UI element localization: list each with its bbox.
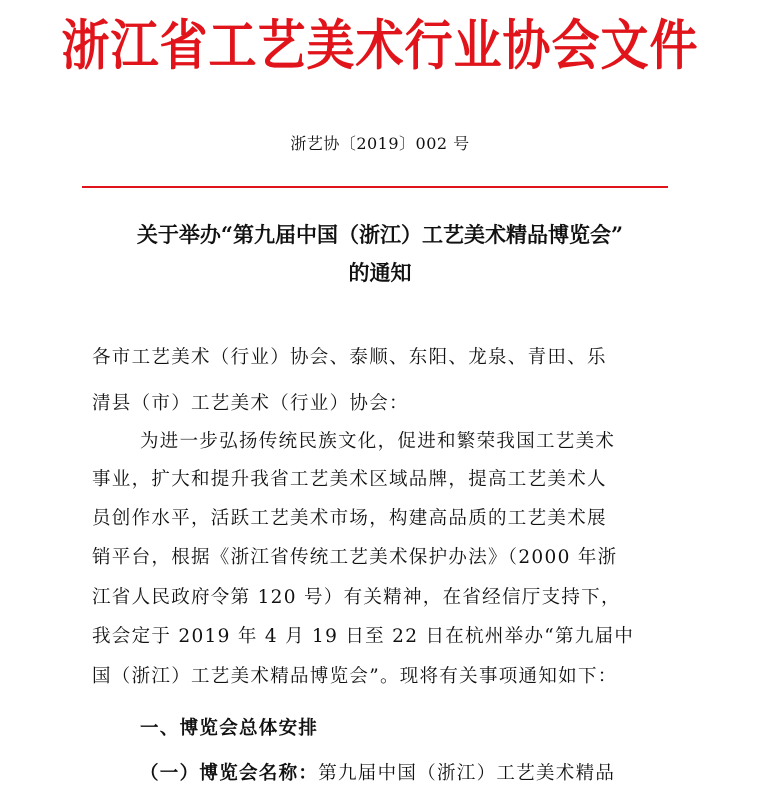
body-line-5: 员创作水平，活跃工艺美术市场，构建高品质的工艺美术展	[92, 508, 607, 529]
item-1-label: （一）博览会名称：	[140, 763, 319, 784]
body-line-4: 事业，扩大和提升我省工艺美术区域品牌，提高工艺美术人	[92, 469, 607, 490]
notice-title	[0, 216, 760, 292]
body-line-8: 我会定于 2019 年 4 月 19 日至 22 日在杭州举办“第九届中	[92, 626, 635, 647]
body-line-9: 国（浙江）工艺美术精品博览会”。现将有关事项通知如下：	[92, 666, 618, 687]
document-number: 浙艺协〔2019〕002 号	[290, 134, 470, 153]
item-1	[140, 757, 730, 791]
item-1-text: 第九届中国（浙江）工艺美术精品	[318, 763, 616, 784]
body-line-1: 各市工艺美术（行业）协会、泰顺、东阳、龙泉、青田、乐	[92, 347, 607, 368]
issuer-header-title: 浙江省工艺美术行业协会文件	[61, 14, 699, 78]
body-line-7: 江省人民政府令第 120 号）有关精神，在省经信厅支持下，	[92, 587, 621, 608]
body-line-6: 销平台，根据《浙江省传统工艺美术保护办法》（2000 年浙	[92, 547, 618, 568]
body-line-3: 为进一步弘扬传统民族文化，促进和繁荣我国工艺美术	[140, 431, 616, 452]
notice-title-line-1: 关于举办“第九届中国（浙江）工艺美术精品博览会”	[136, 222, 624, 247]
notice-title-line-2: 的通知	[348, 260, 412, 285]
section-heading: 一、博览会总体安排	[140, 718, 319, 739]
body-line-2: 清县（市）工艺美术（行业）协会：	[92, 393, 409, 414]
red-divider-line	[82, 186, 668, 188]
